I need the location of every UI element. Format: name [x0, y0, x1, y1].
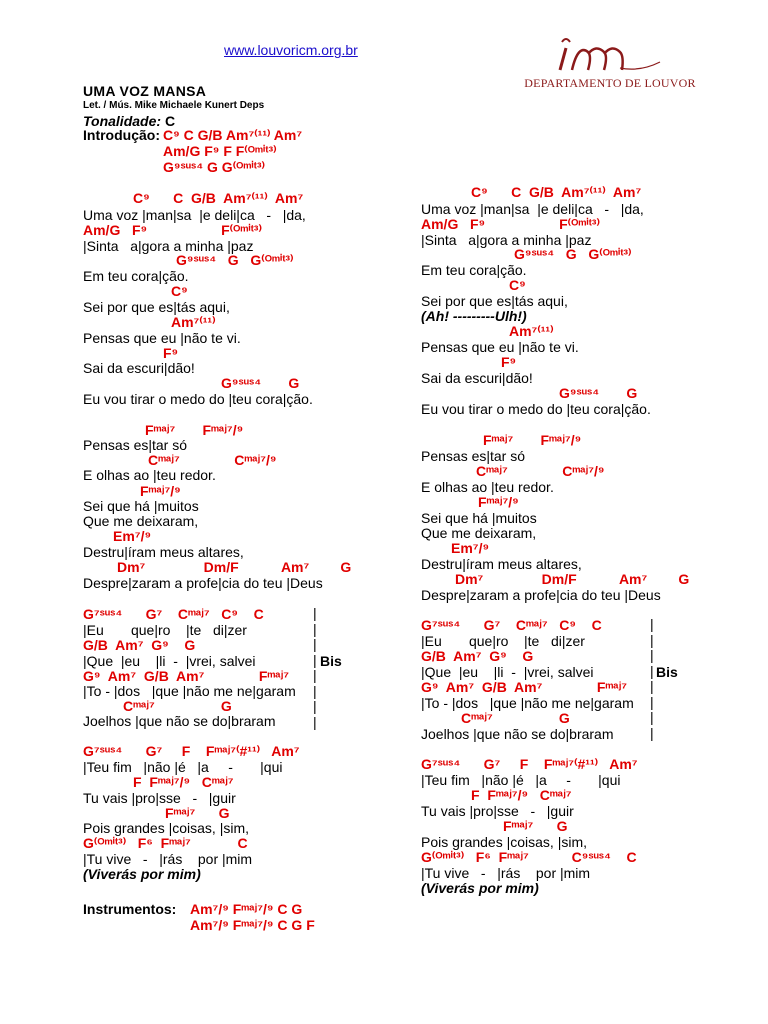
instr-line-1: Am⁷/⁹ Fᵐᵃʲ⁷/⁹ C G	[190, 901, 303, 917]
lyric-line: E olhas ao |teu redor.	[83, 467, 216, 483]
lyric-line: Em teu cora|ção.	[421, 262, 527, 278]
chord-line: Fᵐᵃʲ⁷/⁹	[478, 494, 519, 510]
tonalidade-label: Tonalidade:	[83, 113, 162, 129]
chord-line: Dm⁷ Dm/F Am⁷ G	[117, 559, 352, 575]
lyric-line: Eu vou tirar o medo do |teu cora|ção.	[421, 401, 651, 417]
lyric-line: Uma voz |man|sa |e deli|ca - |da,	[83, 207, 306, 223]
lyric-line: Destru|íram meus altares,	[421, 556, 582, 572]
lyric-line: |Tu vive - |rás por |mim	[83, 851, 253, 867]
lyric-line: Sai da escuri|dão!	[421, 370, 533, 386]
chord-line: Am⁷⁽¹¹⁾	[509, 323, 554, 339]
lyric-line: |Que |eu |li - |vrei, salvei	[421, 664, 594, 680]
lyric-line: Sei por que es|tás aqui,	[421, 293, 568, 309]
lyric-line: |Teu fim |não |é |a - |qui	[83, 759, 283, 775]
lyric-line: Pensas que eu |não te vi.	[421, 339, 579, 355]
intro-line-3: G⁹ˢᵘˢ⁴ G G⁽ᴼᵐⁱᵗ³⁾	[163, 159, 265, 175]
lyric-line: E olhas ao |teu redor.	[421, 479, 554, 495]
lyric-line: Uma voz |man|sa |e deli|ca - |da,	[421, 201, 644, 217]
right-bis-label: Bis	[656, 664, 678, 680]
chord-line: Fᵐᵃʲ⁷ G	[503, 818, 568, 834]
chord-line: Cᵐᵃʲ⁷ Cᵐᵃʲ⁷/⁹	[148, 452, 277, 468]
lyric-line: Pensas es|tar só	[421, 448, 526, 464]
lyric-line: |Eu que|ro |te di|zer	[83, 622, 247, 638]
right-bis-bracket: | | | | | | | |	[650, 616, 654, 741]
chord-line: G⁹ˢᵘˢ⁴ G G⁽ᴼᵐⁱᵗ³⁾	[514, 246, 632, 262]
chord-line: G⁹ˢᵘˢ⁴ G	[221, 375, 300, 391]
lyric-line: Sei por que es|tás aqui,	[83, 299, 230, 315]
left-bis-label: Bis	[320, 653, 342, 669]
chord-line: G⁹ Am⁷ G/B Am⁷ Fᵐᵃʲ⁷	[83, 668, 290, 684]
lyric-line: Sei que há |muitos	[421, 510, 537, 526]
chord-line: C⁹	[171, 283, 188, 299]
chord-line: Em⁷/⁹	[451, 540, 490, 556]
lyric-line: Destru|íram meus altares,	[83, 544, 244, 560]
site-url-link[interactable]: www.louvoricm.org.br	[224, 42, 358, 58]
chord-line: G⁽ᴼᵐⁱᵗ³⁾ F⁶ Fᵐᵃʲ⁷ C⁹ˢᵘˢ⁴ C	[421, 849, 637, 865]
chord-line: Cᵐᵃʲ⁷ Cᵐᵃʲ⁷/⁹	[476, 463, 605, 479]
chord-line: C⁹ C G/B Am⁷⁽¹¹⁾ Am⁷	[471, 184, 642, 200]
chord-line: G⁷ˢᵘˢ⁴ G⁷ Cᵐᵃʲ⁷ C⁹ C	[83, 606, 264, 622]
chord-line: C⁹ C G/B Am⁷⁽¹¹⁾ Am⁷	[133, 190, 304, 206]
lyric-line: |To - |dos |que |não me ne|garam	[421, 695, 634, 711]
chord-line: F Fᵐᵃʲ⁷/⁹ Cᵐᵃʲ⁷	[133, 774, 234, 790]
logo-text: DEPARTAMENTO DE LOUVOR	[524, 76, 696, 90]
chord-line: G/B Am⁷ G⁹ G	[421, 648, 534, 664]
lyric-line: Que me deixaram,	[83, 513, 199, 529]
chord-line: Em⁷/⁹	[113, 528, 152, 544]
chord-line: Cᵐᵃʲ⁷ G	[461, 710, 570, 726]
chord-line: Fᵐᵃʲ⁷ Fᵐᵃʲ⁷/⁹	[483, 432, 582, 448]
chord-line: Dm⁷ Dm/F Am⁷ G	[455, 571, 690, 587]
lyric-line: (Viverás por mim)	[83, 866, 201, 882]
left-bis-bracket: | | | | | | | |	[313, 605, 317, 730]
chord-line: F Fᵐᵃʲ⁷/⁹ Cᵐᵃʲ⁷	[471, 787, 572, 803]
lyric-line: Pensas es|tar só	[83, 437, 188, 453]
chord-line: Fᵐᵃʲ⁷ G	[165, 805, 230, 821]
chord-line: G⁷ˢᵘˢ⁴ G⁷ Cᵐᵃʲ⁷ C⁹ C	[421, 617, 602, 633]
chord-line: G⁷ˢᵘˢ⁴ G⁷ F Fᵐᵃʲ⁷⁽#¹¹⁾ Am⁷	[421, 756, 638, 772]
lyric-line: Pensas que eu |não te vi.	[83, 330, 241, 346]
instrumentos-label: Instrumentos:	[83, 901, 177, 917]
logo-mark-icon	[544, 34, 664, 74]
lyric-line: Tu vais |pro|sse - |guir	[421, 803, 574, 819]
lyric-line: Que me deixaram,	[421, 525, 537, 541]
intro-line-2: Am/G F⁹ F F⁽ᴼᵐⁱᵗ³⁾	[163, 143, 277, 159]
lyric-line: |Sinta a|gora a minha |paz	[421, 232, 592, 248]
song-credits: Let. / Mús. Mike Michaele Kunert Deps	[83, 100, 265, 111]
lyric-line: Tu vais |pro|sse - |guir	[83, 790, 236, 806]
lyric-line: Sei que há |muitos	[83, 498, 199, 514]
lyric-line: Joelhos |que não se do|braram	[83, 713, 276, 729]
chord-line: G⁹ Am⁷ G/B Am⁷ Fᵐᵃʲ⁷	[421, 679, 628, 695]
chord-line: Am/G F⁹ F⁽ᴼᵐⁱᵗ³⁾	[83, 222, 262, 238]
lyric-line: (Ah! ---------Ulh!)	[421, 308, 527, 324]
chord-line: Fᵐᵃʲ⁷ Fᵐᵃʲ⁷/⁹	[145, 422, 244, 438]
departamento-logo	[524, 34, 696, 94]
chord-line: G⁷ˢᵘˢ⁴ G⁷ F Fᵐᵃʲ⁷⁽#¹¹⁾ Am⁷	[83, 743, 300, 759]
chord-line: Cᵐᵃʲ⁷ G	[123, 698, 232, 714]
chord-line: G⁹ˢᵘˢ⁴ G	[559, 385, 638, 401]
lyric-line: |Tu vive - |rás por |mim	[421, 865, 591, 881]
intro-label: Introdução:	[83, 127, 160, 143]
lyric-line: |Sinta a|gora a minha |paz	[83, 238, 254, 254]
lyric-line: Despre|zaram a profe|cia do teu |Deus	[421, 587, 661, 603]
instr-line-2: Am⁷/⁹ Fᵐᵃʲ⁷/⁹ C G F	[190, 917, 315, 933]
chord-line: Am/G F⁹ F⁽ᴼᵐⁱᵗ³⁾	[421, 216, 600, 232]
lyric-line: (Viverás por mim)	[421, 880, 539, 896]
lyric-line: Joelhos |que não se do|braram	[421, 726, 614, 742]
chord-line: C⁹	[509, 277, 526, 293]
lyric-line: Pois grandes |coisas, |sim,	[83, 820, 250, 836]
chord-line: Fᵐᵃʲ⁷/⁹	[140, 483, 181, 499]
intro-line-1: C⁹ C G/B Am⁷⁽¹¹⁾ Am⁷	[163, 127, 303, 143]
lyric-line: Despre|zaram a profe|cia do teu |Deus	[83, 575, 323, 591]
lyric-line: |Eu que|ro |te di|zer	[421, 633, 585, 649]
chord-line: G⁽ᴼᵐⁱᵗ³⁾ F⁶ Fᵐᵃʲ⁷ C	[83, 835, 248, 851]
chord-line: Am⁷⁽¹¹⁾	[171, 314, 216, 330]
song-title: UMA VOZ MANSA	[83, 83, 207, 99]
chord-line: F⁹	[163, 345, 179, 361]
tonalidade-value: C	[164, 113, 176, 129]
lyric-line: Em teu cora|ção.	[83, 268, 189, 284]
lyric-line: |Que |eu |li - |vrei, salvei	[83, 653, 256, 669]
chord-line: G⁹ˢᵘˢ⁴ G G⁽ᴼᵐⁱᵗ³⁾	[176, 252, 294, 268]
chord-line: F⁹	[501, 354, 517, 370]
lyric-line: |Teu fim |não |é |a - |qui	[421, 772, 621, 788]
lyric-line: Pois grandes |coisas, |sim,	[421, 834, 588, 850]
lyric-line: Eu vou tirar o medo do |teu cora|ção.	[83, 391, 313, 407]
chord-line: G/B Am⁷ G⁹ G	[83, 637, 196, 653]
lyric-line: Sai da escuri|dão!	[83, 360, 195, 376]
lyric-line: |To - |dos |que |não me ne|garam	[83, 683, 296, 699]
